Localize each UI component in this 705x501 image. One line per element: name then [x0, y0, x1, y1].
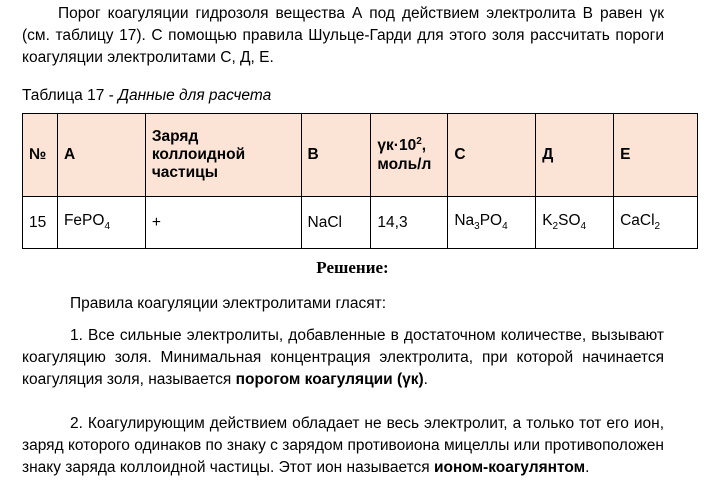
gamma-symbol: γк: [649, 5, 664, 22]
task-text-1: Порог коагуляции гидрозоля вещества А под действием электролита В равен: [58, 5, 650, 22]
cell-b: NaCl: [301, 197, 371, 249]
header-c: С: [448, 114, 536, 197]
rule-2-term: ионом-коагулянтом: [433, 459, 586, 476]
cell-e-text: CaCl: [620, 212, 655, 230]
cell-e: [614, 197, 698, 249]
table-header-row: [23, 114, 698, 197]
table-caption: [22, 87, 271, 105]
data-table: [22, 113, 698, 249]
cell-c-text2: PO: [479, 212, 503, 230]
cell-d-sub2: 4: [580, 221, 587, 233]
cell-d-text2: SO: [558, 212, 581, 230]
cell-a-sub: 4: [104, 221, 111, 233]
solution-heading: Решение:: [316, 258, 389, 277]
cell-a: [57, 197, 145, 249]
header-gamma-exp: 2: [416, 136, 422, 148]
cell-d: [536, 197, 614, 249]
header-d: Д: [536, 114, 614, 197]
header-gamma-main: γк·10: [377, 137, 417, 155]
header-num: №: [23, 114, 58, 197]
cell-c: [448, 197, 536, 249]
rule-1-text: 1. Все сильные электролиты, добавленные в достаточном количестве, вызывают коагуляцию золя. Минимальная концентрация электролита, при которой начинается коагуляция золя, называется: [22, 327, 664, 388]
cell-d-text1: K: [542, 212, 553, 230]
cell-d-sub1: 2: [552, 221, 559, 233]
rule-2-text: 2. Коагулирующим действием обладает не весь электролит, а только тот его ион, заряд которого одинаков по знаку с зарядом противоиона мицеллы или противоположен знаку заряда коллоидной частицы. Этот ион называется: [22, 415, 664, 476]
table-row: [23, 197, 698, 249]
header-gamma: [371, 114, 448, 197]
caption-label: Таблица 17 -: [22, 87, 119, 104]
cell-e-sub: 2: [654, 221, 661, 233]
header-charge: Заряд коллоидной частицы: [145, 114, 301, 197]
header-gamma-unit: , моль/л: [377, 137, 432, 173]
cell-c-sub1: 3: [474, 221, 480, 233]
rules-intro: Правила коагуляции электролитами гласят:: [70, 295, 387, 312]
header-a: А: [57, 114, 145, 197]
task-statement: [22, 3, 664, 69]
task-text-2: (см. таблицу 17). С помощью правила Шульце-Гарди для этого золя рассчитать пороги коагуляции электролитами С, Д, Е.: [22, 27, 664, 66]
cell-gamma: 14,3: [371, 197, 448, 249]
rule-1-end: .: [423, 371, 428, 388]
cell-num: 15: [23, 197, 58, 249]
cell-charge: +: [145, 197, 301, 249]
caption-title: Данные для расчета: [118, 87, 272, 104]
rule-2-end: .: [585, 459, 590, 476]
cell-c-text1: Na: [454, 212, 475, 230]
rule-2: [22, 413, 664, 479]
cell-c-sub2: 4: [502, 221, 508, 233]
rule-1-term: порогом коагуляции (γк): [235, 371, 424, 388]
header-e: Е: [614, 114, 698, 197]
header-b: В: [301, 114, 371, 197]
rule-1: [22, 325, 664, 391]
cell-a-text: FePO: [63, 212, 105, 230]
